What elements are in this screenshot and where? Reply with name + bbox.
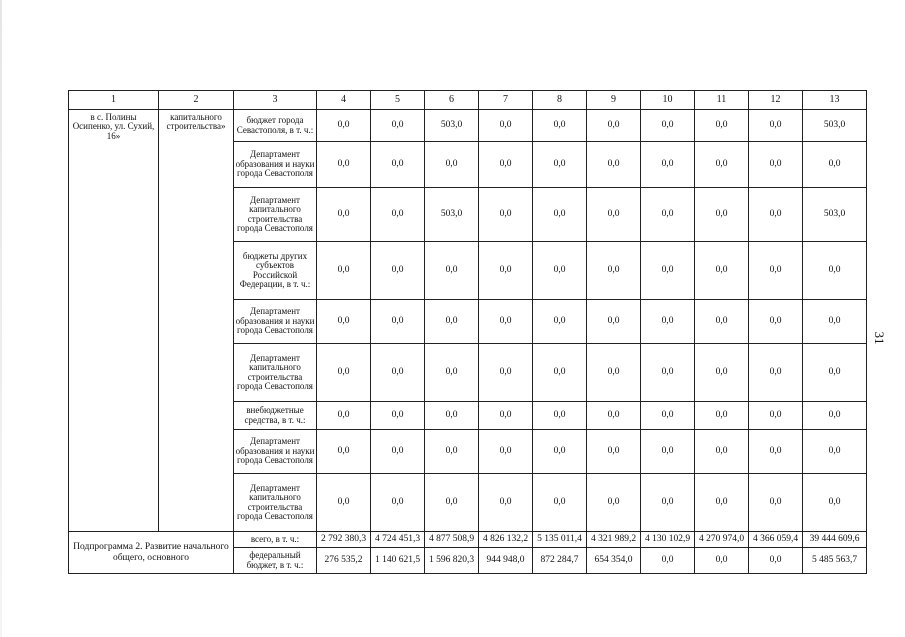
value-cell: 0,0 [371,110,425,142]
value-cell: 0,0 [317,142,371,188]
value-cell: 0,0 [749,402,803,430]
funding-source-cell: внебюджетные средства, в т. ч.: [234,402,317,430]
value-cell: 0,0 [533,110,587,142]
table-row [69,110,867,142]
funding-source-cell: бюджеты других субъектов Российской Федерации, в т. ч.: [234,242,317,300]
value-cell: 0,0 [533,344,587,402]
header-cell: 6 [425,91,479,110]
value-cell: 0,0 [317,300,371,344]
value-cell: 944 948,0 [479,548,533,574]
value-cell: 0,0 [317,242,371,300]
value-cell: 0,0 [425,344,479,402]
funding-source-cell: Департамент образования и науки города Севастополя [234,430,317,474]
value-cell: 0,0 [695,548,749,574]
value-cell: 0,0 [533,242,587,300]
funding-source-cell: бюджет города Севастополя, в т. ч.: [234,110,317,142]
value-cell: 0,0 [371,242,425,300]
funding-source-cell: федеральный бюджет, в т. ч.: [234,548,317,574]
header-cell: 11 [695,91,749,110]
table-body [69,91,867,574]
value-cell: 4 321 989,2 [587,532,641,548]
value-cell: 4 270 974,0 [695,532,749,548]
value-cell: 0,0 [695,430,749,474]
value-cell: 0,0 [317,188,371,242]
value-cell: 2 792 380,3 [317,532,371,548]
value-cell: 0,0 [695,110,749,142]
value-cell: 0,0 [641,110,695,142]
value-cell: 0,0 [533,300,587,344]
header-cell: 10 [641,91,695,110]
value-cell: 654 354,0 [587,548,641,574]
value-cell: 0,0 [425,402,479,430]
value-cell: 0,0 [695,474,749,532]
object-label-cell: в с. Полины Осипенко, ул. Сухий, 16» [69,110,159,532]
header-cell: 4 [317,91,371,110]
value-cell: 4 366 059,4 [749,532,803,548]
value-cell: 0,0 [695,242,749,300]
value-cell: 0,0 [371,344,425,402]
funding-source-cell: Департамент капитального строительства города Севастополя [234,344,317,402]
value-cell: 0,0 [641,142,695,188]
value-cell: 0,0 [479,110,533,142]
value-cell: 1 140 621,5 [371,548,425,574]
value-cell: 0,0 [695,344,749,402]
value-cell: 0,0 [587,188,641,242]
header-cell: 12 [749,91,803,110]
header-cell: 9 [587,91,641,110]
value-cell: 503,0 [803,188,867,242]
value-cell: 0,0 [641,344,695,402]
value-cell: 0,0 [695,142,749,188]
value-cell: 0,0 [317,110,371,142]
funding-source-cell: Департамент капитального строительства города Севастополя [234,188,317,242]
budget-table [68,90,867,574]
value-cell: 0,0 [587,474,641,532]
header-cell: 7 [479,91,533,110]
value-cell: 503,0 [803,110,867,142]
value-cell: 0,0 [749,474,803,532]
value-cell: 0,0 [479,344,533,402]
value-cell: 0,0 [479,474,533,532]
value-cell: 0,0 [587,344,641,402]
header-cell: 1 [69,91,159,110]
value-cell: 0,0 [803,430,867,474]
subprogram-row [69,532,867,548]
value-cell: 4 130 102,9 [641,532,695,548]
value-cell: 0,0 [317,474,371,532]
value-cell: 0,0 [371,300,425,344]
header-cell: 3 [234,91,317,110]
value-cell: 0,0 [533,142,587,188]
value-cell: 0,0 [371,188,425,242]
value-cell: 0,0 [803,142,867,188]
value-cell: 0,0 [587,300,641,344]
value-cell: 0,0 [695,402,749,430]
funding-source-cell: Департамент капитального строительства города Севастополя [234,474,317,532]
value-cell: 0,0 [749,142,803,188]
value-cell: 1 596 820,3 [425,548,479,574]
value-cell: 0,0 [425,300,479,344]
value-cell: 0,0 [533,402,587,430]
value-cell: 0,0 [425,474,479,532]
value-cell: 0,0 [803,474,867,532]
value-cell: 0,0 [479,242,533,300]
value-cell: 503,0 [425,110,479,142]
value-cell: 503,0 [425,188,479,242]
value-cell: 0,0 [479,402,533,430]
value-cell: 0,0 [425,242,479,300]
value-cell: 0,0 [317,344,371,402]
value-cell: 4 724 451,3 [371,532,425,548]
value-cell: 0,0 [587,142,641,188]
value-cell: 0,0 [641,300,695,344]
value-cell: 872 284,7 [533,548,587,574]
value-cell: 0,0 [695,188,749,242]
value-cell: 5 485 563,7 [803,548,867,574]
value-cell: 0,0 [425,430,479,474]
value-cell: 0,0 [425,142,479,188]
header-cell: 8 [533,91,587,110]
value-cell: 0,0 [749,188,803,242]
value-cell: 4 877 508,9 [425,532,479,548]
object-category-cell: капитального строительства» [159,110,234,532]
value-cell: 0,0 [533,430,587,474]
header-cell: 5 [371,91,425,110]
scan-edge [0,0,2,637]
header-cell: 13 [803,91,867,110]
value-cell: 0,0 [533,474,587,532]
value-cell: 39 444 609,6 [803,532,867,548]
value-cell: 0,0 [749,300,803,344]
value-cell: 0,0 [587,402,641,430]
value-cell: 0,0 [749,548,803,574]
value-cell: 0,0 [641,188,695,242]
value-cell: 0,0 [641,430,695,474]
value-cell: 0,0 [479,430,533,474]
value-cell: 0,0 [371,402,425,430]
value-cell: 0,0 [749,110,803,142]
value-cell: 0,0 [803,242,867,300]
value-cell: 5 135 011,4 [533,532,587,548]
value-cell: 0,0 [641,548,695,574]
value-cell: 0,0 [803,300,867,344]
header-cell: 2 [159,91,234,110]
value-cell: 0,0 [533,188,587,242]
page-number: 31 [872,331,887,345]
funding-source-cell: Департамент образования и науки города Севастополя [234,300,317,344]
subprogram-label-cell: Подпрограмма 2. Развитие начального общего, основного [69,532,234,574]
value-cell: 0,0 [695,300,749,344]
value-cell: 0,0 [749,242,803,300]
value-cell: 0,0 [317,430,371,474]
value-cell: 0,0 [371,474,425,532]
value-cell: 0,0 [317,402,371,430]
value-cell: 4 826 132,2 [479,532,533,548]
value-cell: 0,0 [371,430,425,474]
value-cell: 0,0 [371,142,425,188]
value-cell: 0,0 [479,142,533,188]
value-cell: 0,0 [587,110,641,142]
value-cell: 0,0 [749,344,803,402]
value-cell: 276 535,2 [317,548,371,574]
value-cell: 0,0 [803,344,867,402]
value-cell: 0,0 [749,430,803,474]
value-cell: 0,0 [479,188,533,242]
value-cell: 0,0 [479,300,533,344]
funding-source-cell: Департамент образования и науки города Севастополя [234,142,317,188]
funding-source-cell: всего, в т. ч.: [234,532,317,548]
value-cell: 0,0 [641,242,695,300]
value-cell: 0,0 [587,430,641,474]
value-cell: 0,0 [641,402,695,430]
value-cell: 0,0 [587,242,641,300]
value-cell: 0,0 [803,402,867,430]
value-cell: 0,0 [641,474,695,532]
header-row [69,91,867,110]
